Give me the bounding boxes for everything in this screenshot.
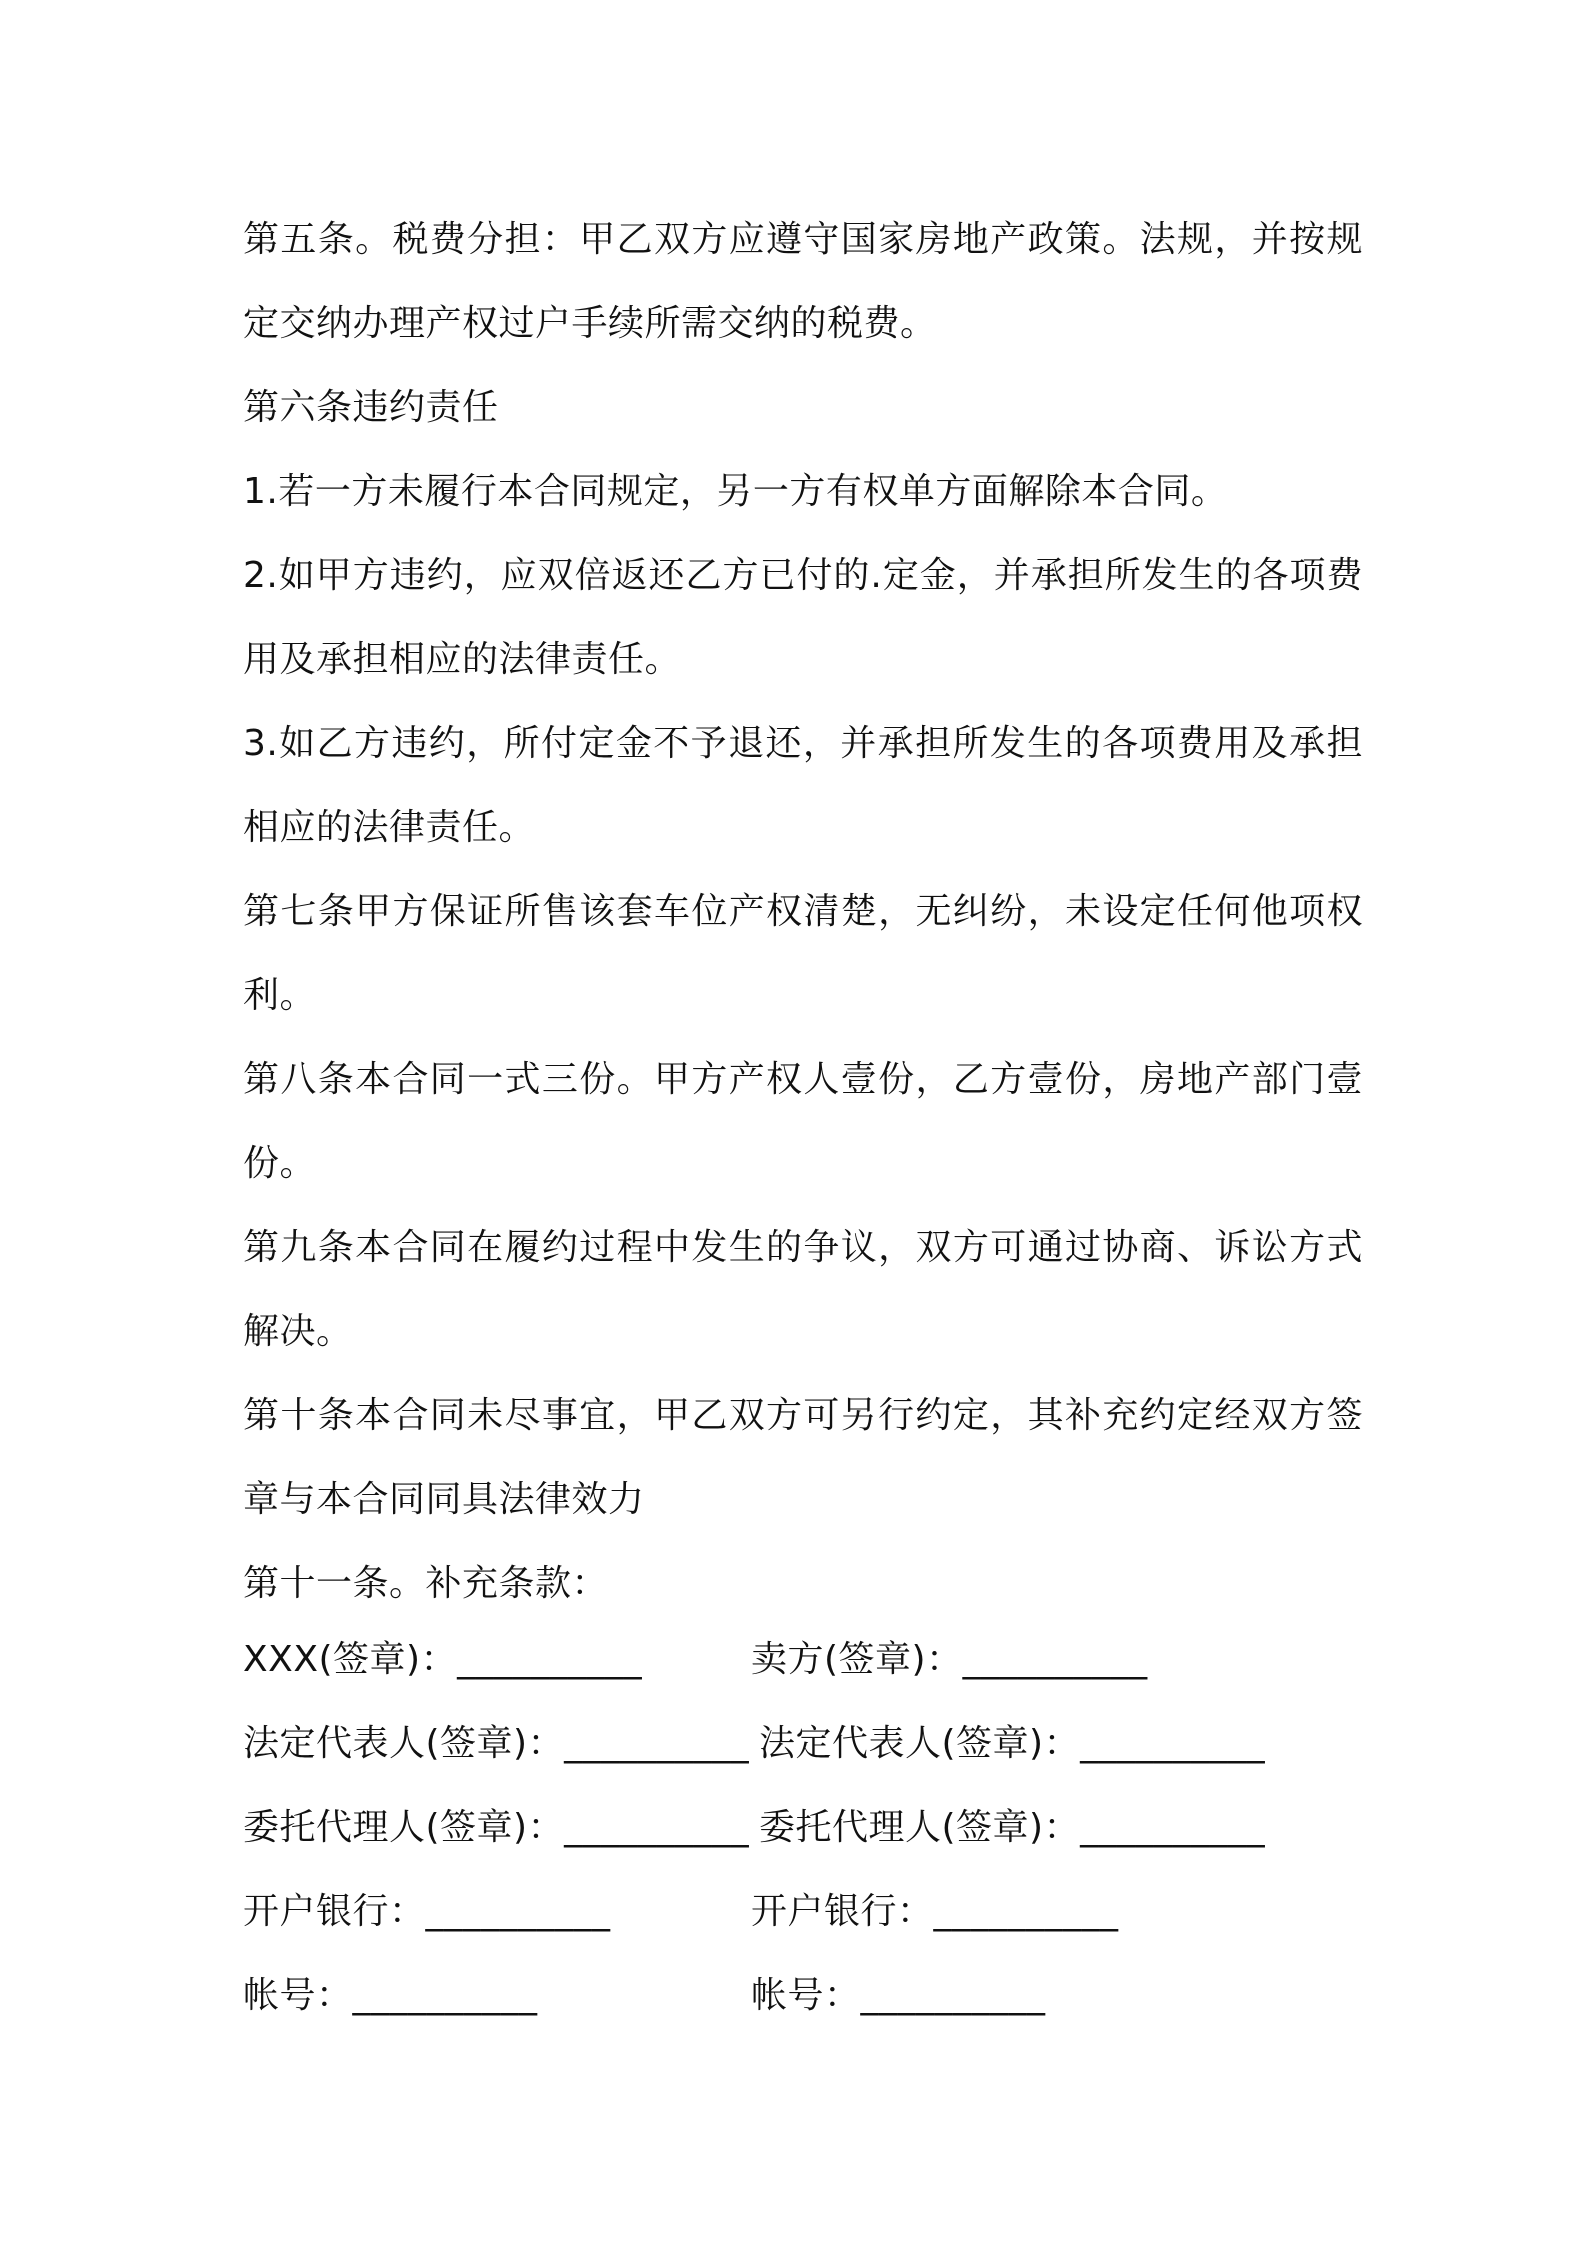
clause-5-tax: 第五条。税费分担：甲乙双方应遵守国家房地产政策。法规，并按规定交纳办理产权过户手续所需交纳的税费。 — [243, 219, 1363, 344]
clause-6-item-1: 1.若一方未履行本合同规定，另一方有权单方面解除本合同。 — [243, 471, 1228, 512]
clause-10: 第十条本合同未尽事宜，甲乙双方可另行约定，其补充约定经双方签章与本合同同具法律效力 — [243, 1395, 1363, 1520]
buyer-agent-field: 委托代理人(签章)：__________ — [243, 1807, 750, 1848]
signature-row-legal-rep — [243, 1702, 1363, 1786]
seller-agent-field: 委托代理人(签章)：__________ — [759, 1807, 1266, 1848]
clause-11: 第十一条。补充条款： — [243, 1563, 609, 1604]
clause-6-item-2: 2.如甲方违约，应双倍返还乙方已付的.定金，并承担所发生的各项费用及承担相应的法律责任。 — [243, 555, 1363, 680]
seller-seal-field: 卖方(签章)：__________ — [751, 1639, 1148, 1680]
buyer-seal-field: XXX(签章)：__________ — [243, 1639, 643, 1680]
clause-7: 第七条甲方保证所售该套车位产权清楚，无纠纷，未设定任何他项权利。 — [243, 891, 1363, 1016]
signature-row-bank — [243, 1870, 1363, 1954]
buyer-legal-rep-field: 法定代表人(签章)：__________ — [243, 1723, 750, 1764]
signature-row-account — [243, 1954, 1363, 2038]
signature-block — [243, 1618, 1363, 2038]
clause-6-heading: 第六条违约责任 — [243, 387, 499, 428]
clause-6-item-3: 3.如乙方违约，所付定金不予退还，并承担所发生的各项费用及承担相应的法律责任。 — [243, 723, 1363, 848]
buyer-account-field: 帐号：__________ — [243, 1975, 538, 2016]
buyer-bank-field: 开户银行：__________ — [243, 1891, 611, 1932]
signature-row-seal — [243, 1618, 1363, 1702]
seller-account-field: 帐号：__________ — [751, 1975, 1046, 2016]
seller-bank-field: 开户银行：__________ — [751, 1891, 1119, 1932]
signature-row-agent — [243, 1786, 1363, 1870]
clause-9: 第九条本合同在履约过程中发生的争议，双方可通过协商、诉讼方式解决。 — [243, 1227, 1363, 1352]
clause-8: 第八条本合同一式三份。甲方产权人壹份，乙方壹份，房地产部门壹份。 — [243, 1059, 1363, 1184]
contract-body — [243, 198, 1363, 1626]
seller-legal-rep-field: 法定代表人(签章)：__________ — [759, 1723, 1266, 1764]
